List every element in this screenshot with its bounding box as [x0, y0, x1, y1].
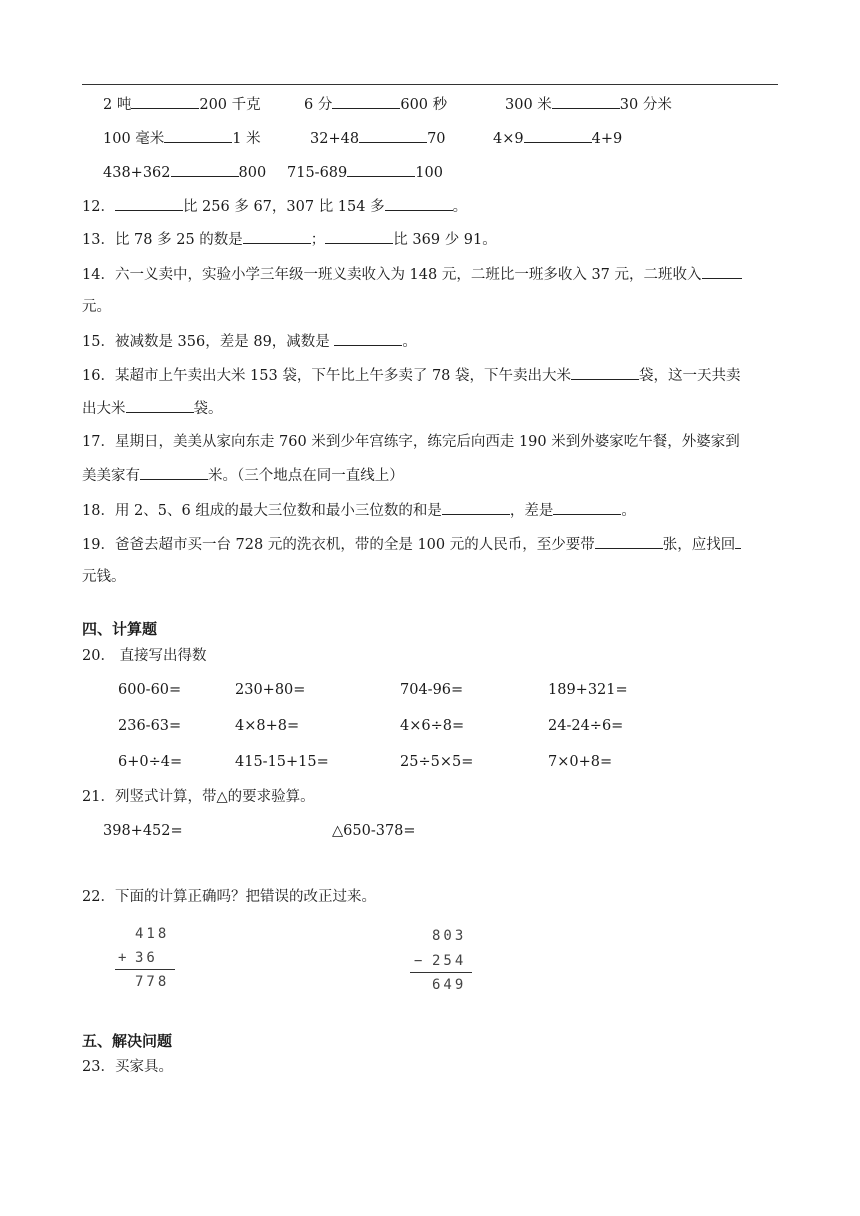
- question-12: 12． 比 256 多 67，307 比 154 多 。: [82, 196, 467, 217]
- question-23: 23．买家具。: [82, 1059, 173, 1075]
- question-21: 21．列竖式计算，带△的要求验算。: [82, 789, 315, 805]
- calc1-bottom: 36: [135, 950, 158, 966]
- question-17: 17．星期日，美美从家向东走 760 米到少年宫练字，练完后向西走 190 米到外婆家吃午餐，外婆家到: [82, 434, 740, 450]
- answer-blank[interactable]: [442, 500, 510, 515]
- calc-item: 230+80=: [235, 682, 306, 698]
- answer-blank[interactable]: [385, 196, 453, 211]
- answer-blank[interactable]: [524, 128, 592, 143]
- calc-item: 6+0÷4=: [118, 754, 183, 770]
- answer-blank[interactable]: [595, 534, 663, 549]
- calc1-operator: +: [118, 950, 130, 966]
- answer-blank[interactable]: [334, 331, 402, 346]
- calc-item: 4×6÷8=: [400, 718, 465, 734]
- question-17-cont: 美美家有 米。（三个地点在同一直线上）: [82, 465, 404, 486]
- calc2-line: [410, 972, 472, 973]
- compare-item: 6 分 600 秒: [304, 94, 447, 115]
- calc1-line: [115, 969, 175, 970]
- answer-blank[interactable]: [171, 162, 239, 177]
- question-20: 20． 直接写出得数: [82, 648, 207, 664]
- answer-blank[interactable]: [325, 229, 393, 244]
- answer-blank[interactable]: [347, 162, 415, 177]
- compare-item: 32+48 70: [310, 128, 446, 149]
- question-19-cont: 元钱。: [82, 569, 126, 585]
- calc1-result: 778: [135, 974, 170, 990]
- calc-item: 7×0+8=: [548, 754, 613, 770]
- answer-blank[interactable]: [359, 128, 427, 143]
- section-5-title: 五、解决问题: [82, 1032, 173, 1050]
- vertical-calc-2: △650-378=: [332, 823, 416, 839]
- calc-item: 25÷5×5=: [400, 754, 474, 770]
- header-rule: [82, 84, 778, 85]
- answer-blank[interactable]: [243, 229, 311, 244]
- compare-item: 438+362 800: [103, 162, 266, 183]
- calc2-result: 649: [432, 977, 467, 993]
- calc-item: 189+321=: [548, 682, 628, 698]
- vertical-calc-1: 398+452=: [103, 823, 183, 839]
- calc1-top: 418: [135, 926, 170, 942]
- question-19: 19．爸爸去超市买一台 728 元的洗衣机，带的全是 100 元的人民币，至少要带 张，应找回: [82, 534, 741, 555]
- calc2-bottom: 254: [432, 953, 467, 969]
- question-16: 16．某超市上午卖出大米 153 袋，下午比上午多卖了 78 袋，下午卖出大米 袋，这一天共卖: [82, 365, 741, 386]
- calc-item: 24-24÷6=: [548, 718, 624, 734]
- question-14-cont: 元。: [82, 299, 111, 315]
- compare-item: 715-689 100: [287, 162, 443, 183]
- question-16-cont: 出大米 袋。: [82, 398, 223, 419]
- compare-item: 300 米 30 分米: [505, 94, 672, 115]
- question-13: 13．比 78 多 25 的数是 ； 比 369 少 91。: [82, 229, 497, 250]
- question-15: 15．被减数是 356，差是 89，减数是 。: [82, 331, 417, 352]
- question-18: 18．用 2、5、6 组成的最大三位数和最小三位数的和是 ，差是 。: [82, 500, 636, 521]
- answer-blank[interactable]: [735, 534, 741, 549]
- answer-blank[interactable]: [553, 500, 621, 515]
- answer-blank[interactable]: [115, 196, 183, 211]
- question-14: 14．六一义卖中，实验小学三年级一班义卖收入为 148 元，二班比一班多收入 37 元，二班收入: [82, 264, 742, 285]
- question-22: 22．下面的计算正确吗？把错误的改正过来。: [82, 889, 376, 905]
- answer-blank[interactable]: [126, 398, 194, 413]
- calc-item: 236-63=: [118, 718, 182, 734]
- calc2-operator: −: [414, 953, 426, 969]
- answer-blank[interactable]: [702, 264, 742, 279]
- section-4-title: 四、计算题: [82, 620, 158, 638]
- answer-blank[interactable]: [552, 94, 620, 109]
- answer-blank[interactable]: [332, 94, 400, 109]
- calc2-top: 803: [432, 928, 467, 944]
- calc-item: 415-15+15=: [235, 754, 329, 770]
- calc-item: 600-60=: [118, 682, 182, 698]
- compare-item: 100 毫米 1 米: [103, 128, 261, 149]
- answer-blank[interactable]: [164, 128, 232, 143]
- answer-blank[interactable]: [131, 94, 199, 109]
- calc-item: 4×8+8=: [235, 718, 300, 734]
- compare-item: 4×9 4+9: [493, 128, 622, 149]
- answer-blank[interactable]: [140, 465, 208, 480]
- answer-blank[interactable]: [571, 365, 639, 380]
- calc-item: 704-96=: [400, 682, 464, 698]
- compare-item: 2 吨 200 千克: [103, 94, 261, 115]
